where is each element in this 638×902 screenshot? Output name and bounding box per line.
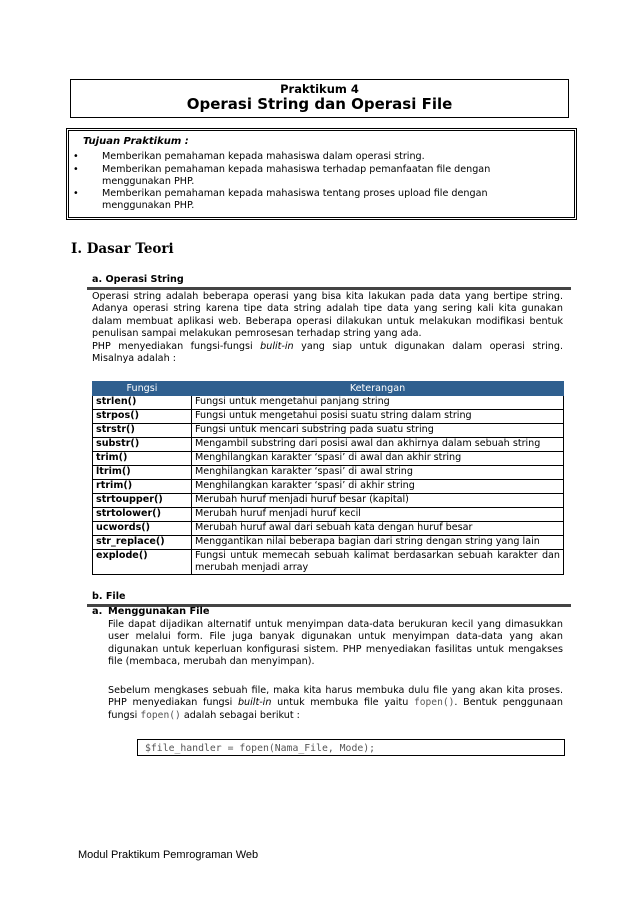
- function-description: Mengambil substring dari posisi awal dan akhirnya dalam sebuah string: [192, 438, 564, 452]
- string-ops-para2: PHP menyediakan fungsi-fungsi bulit-in yang siap untuk digunakan dalam operasi string. Misalnya adalah :: [92, 340, 563, 365]
- function-description: Fungsi untuk memecah sebuah kalimat berdasarkan sebuah karakter dan merubah menjadi array: [192, 550, 564, 575]
- function-name: strpos(): [93, 410, 192, 424]
- bullet-icon: •: [73, 164, 79, 175]
- table-row: [93, 424, 564, 438]
- header-fungsi: Fungsi: [93, 382, 192, 396]
- function-name: ucwords(): [93, 522, 192, 536]
- string-ops-para1: Operasi string adalah beberapa operasi yang bisa kita lakukan pada data yang bertipe string. Adanya operasi string karena tipe data string adalah tipe data yang sering kali kita gunakan dalam membuat aplikasi web. Beberapa operasi dilakukan untuk melakukan modifikasi bentuk penulisan sampai melakukan pemrosesan terhadap string yang ada.: [92, 291, 563, 340]
- function-name: strtolower(): [93, 508, 192, 522]
- function-description: Fungsi untuk mengetahui panjang string: [192, 396, 564, 410]
- function-description: Merubah huruf awal dari sebuah kata dengan huruf besar: [192, 522, 564, 536]
- function-name: rtrim(): [93, 480, 192, 494]
- section-heading: I. Dasar Teori: [71, 241, 174, 257]
- table-row: [93, 410, 564, 424]
- function-name: trim(): [93, 452, 192, 466]
- table-header-row: [93, 382, 564, 396]
- table-row: [93, 550, 564, 575]
- function-name: str_replace(): [93, 536, 192, 550]
- table-row: [93, 438, 564, 452]
- page-footer: Modul Praktikum Pemrograman Web: [78, 849, 259, 861]
- header-keterangan: Keterangan: [192, 382, 564, 396]
- string-functions-table: [92, 381, 564, 575]
- file-para2: Sebelum mengkases sebuah file, maka kita harus membuka dulu file yang akan kita proses. PHP menyediakan fungsi built-in untuk membuka file yaitu fopen(). Bentuk penggunaan fungsi fopen() adalah sebagai berikut :: [108, 685, 563, 721]
- function-description: Menggantikan nilai beberapa bagian dari string dengan string yang lain: [192, 536, 564, 550]
- file-subheading-label: a.: [92, 606, 103, 617]
- table-row: [93, 508, 564, 522]
- function-description: Fungsi untuk mengetahui posisi suatu string dalam string: [192, 410, 564, 424]
- table-row: [93, 494, 564, 508]
- function-name: ltrim(): [93, 466, 192, 480]
- function-description: Fungsi untuk mencari substring pada suatu string: [192, 424, 564, 438]
- function-name: strlen(): [93, 396, 192, 410]
- file-para1: File dapat dijadikan alternatif untuk menyimpan data-data berukuran kecil yang dimasukkan user melalui form. File juga banyak digunakan untuk menyimpan data-data yang akan digunakan untuk keperluan konfigurasi sistem. PHP menyediakan fasilitas untuk mengakses file (membaca, merubah dan menyimpan).: [108, 619, 563, 668]
- table-row: [93, 452, 564, 466]
- file-subheading: Menggunakan File: [108, 606, 210, 617]
- function-description: Menghilangkan karakter ‘spasi’ di akhir string: [192, 480, 564, 494]
- code-block: $file_handler = fopen(Nama_File, Mode);: [137, 739, 565, 756]
- function-name: substr(): [93, 438, 192, 452]
- file-section-heading: b. File: [87, 590, 571, 607]
- function-description: Merubah huruf menjadi huruf kecil: [192, 508, 564, 522]
- table-row: [93, 480, 564, 494]
- table-row: [93, 466, 564, 480]
- function-name: explode(): [93, 550, 192, 575]
- table-row: [93, 396, 564, 410]
- table-row: [93, 522, 564, 536]
- bullet-icon: •: [73, 188, 79, 199]
- practicum-number: Praktikum 4: [280, 82, 359, 96]
- function-description: Menghilangkan karakter ‘spasi’ di awal string: [192, 466, 564, 480]
- objectives-heading: Tujuan Praktikum :: [83, 136, 189, 147]
- function-name: strtoupper(): [93, 494, 192, 508]
- objectives-box: Tujuan Praktikum : • Memberikan pemahaman kepada mahasiswa dalam operasi string. • Memberikan pemahaman kepada mahasiswa terhadap pemanfaatan file dengan menggunakan PHP. • Memberikan pemahaman kepada mahasiswa tentang proses upload file dengan menggunakan PHP.: [66, 128, 577, 220]
- function-description: Menghilangkan karakter ‘spasi’ di awal dan akhir string: [192, 452, 564, 466]
- page-title: Operasi String dan Operasi File: [186, 95, 453, 113]
- title-box: [70, 79, 569, 118]
- bullet-icon: •: [73, 151, 79, 162]
- function-name: strstr(): [93, 424, 192, 438]
- function-description: Merubah huruf menjadi huruf besar (kapital): [192, 494, 564, 508]
- table-row: [93, 536, 564, 550]
- string-ops-heading: a. Operasi String: [87, 273, 571, 290]
- string-ops-text: [92, 291, 563, 365]
